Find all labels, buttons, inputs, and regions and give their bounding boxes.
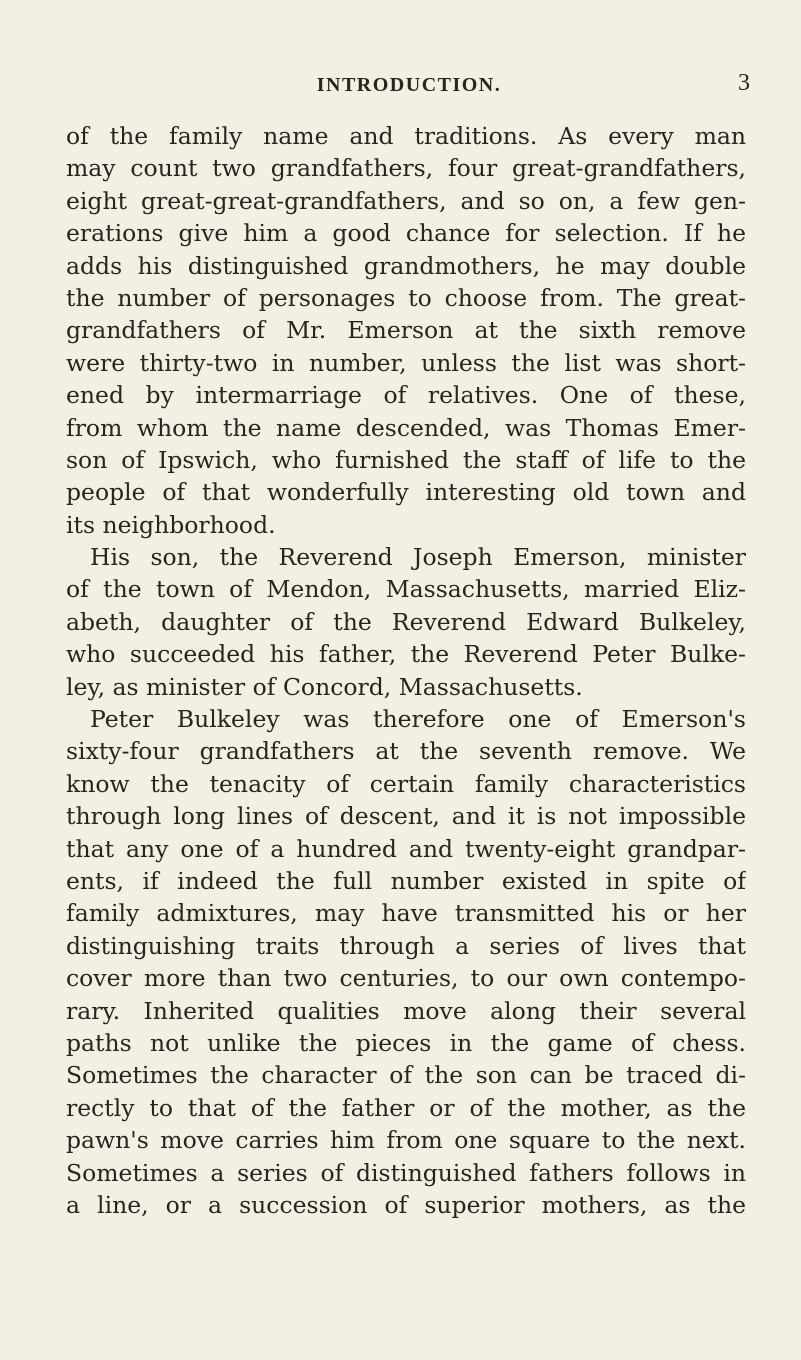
running-head [68, 70, 750, 104]
page-number: 3 [738, 70, 750, 96]
text-line: ley, as minister of Concord, Massachusetts. [66, 672, 583, 701]
text-line: pawn's move carries him from one square to the next. [66, 1126, 746, 1155]
text-line: sixty-four grandfathers at the seventh remove. We [66, 737, 746, 766]
text-line: grandfathers of Mr. Emerson at the sixth remove [66, 316, 746, 345]
body-text [66, 120, 746, 1221]
text-line: ened by intermarriage of relatives. One of these, [66, 381, 746, 410]
text-line: cover more than two centuries, to our own contempo- [66, 964, 746, 993]
text-line: were thirty-two in number, unless the list was short- [66, 348, 746, 377]
text-line: Sometimes a series of distinguished fathers follows in [66, 1158, 746, 1187]
text-line: paths not unlike the pieces in the game of chess. [66, 1028, 746, 1057]
text-line: adds his distinguished grandmothers, he may double [66, 251, 746, 280]
text-line: eight great-great-grandfathers, and so on, a few gen- [66, 186, 746, 215]
text-line: Sometimes the character of the son can be traced di- [66, 1061, 746, 1090]
text-line: erations give him a good chance for selection. If he [66, 219, 746, 248]
text-line: people of that wonderfully interesting old town and [66, 478, 746, 507]
text-line: His son, the Reverend Joseph Emerson, minister [90, 543, 746, 572]
text-line: that any one of a hundred and twenty-eight grandpar- [66, 834, 746, 863]
text-line: know the tenacity of certain family characteristics [66, 769, 746, 798]
text-line: abeth, daughter of the Reverend Edward Bulkeley, [66, 607, 746, 636]
text-line: from whom the name descended, was Thomas Emer- [66, 413, 746, 442]
text-line: rary. Inherited qualities move along their several [66, 996, 746, 1025]
text-line: of the family name and traditions. As every man [66, 122, 746, 150]
text-line: Peter Bulkeley was therefore one of Emerson's [90, 705, 746, 734]
running-title: INTRODUCTION. [316, 74, 502, 96]
text-line: family admixtures, may have transmitted his or her [66, 899, 746, 928]
text-line: rectly to that of the father or of the mother, as the [66, 1093, 746, 1122]
text-line: through long lines of descent, and it is not impossible [66, 802, 746, 831]
text-line: its neighborhood. [66, 510, 276, 539]
text-line: a line, or a succession of superior mothers, as the [66, 1190, 746, 1219]
text-line: son of Ipswich, who furnished the staff of life to the [66, 445, 746, 474]
text-line: who succeeded his father, the Reverend Peter Bulke- [66, 640, 746, 669]
text-line: may count two grandfathers, four great-grandfathers, [66, 154, 746, 183]
text-line: ents, if indeed the full number existed in spite of [66, 866, 746, 895]
text-line: distinguishing traits through a series of lives that [66, 931, 746, 960]
text-line: of the town of Mendon, Massachusetts, married Eliz- [66, 575, 746, 604]
text-line: the number of personages to choose from. The great- [66, 283, 746, 312]
